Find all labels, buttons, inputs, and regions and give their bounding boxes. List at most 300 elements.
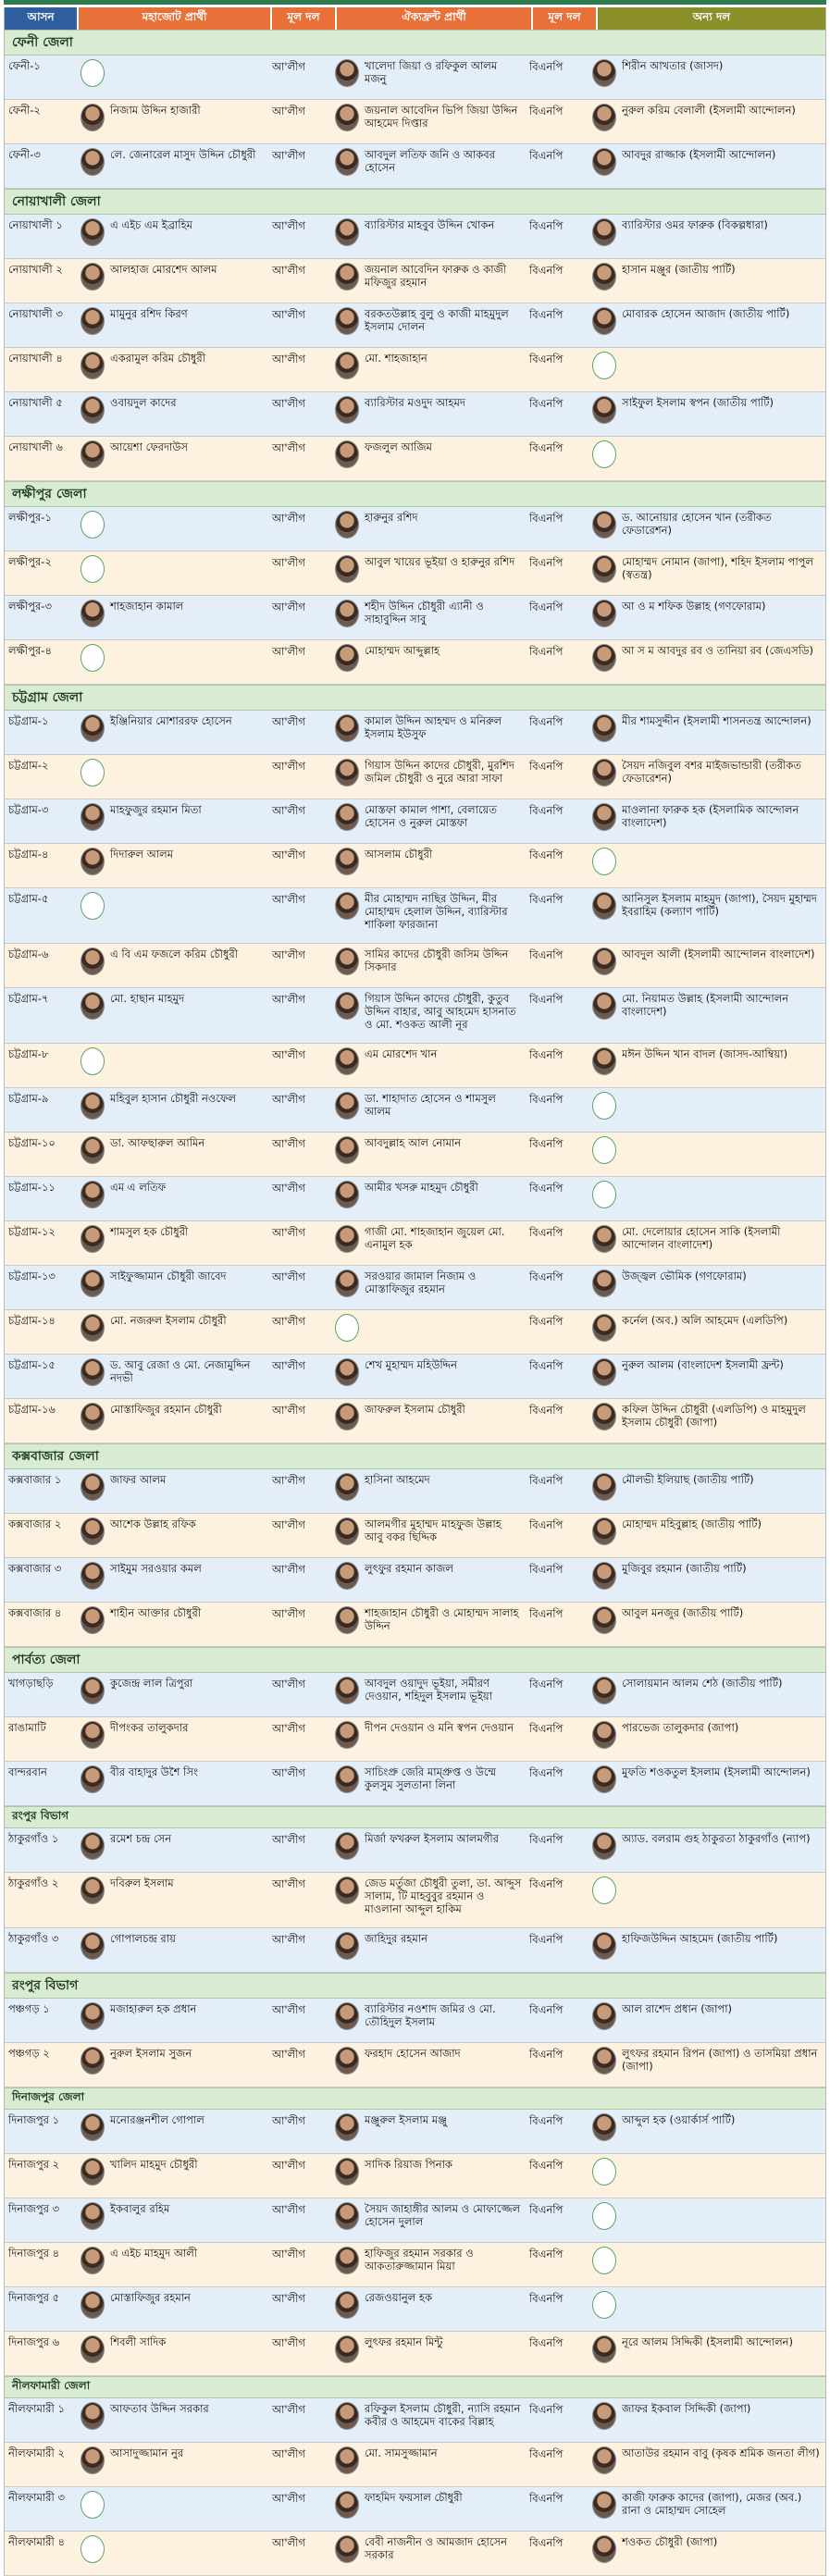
other-party-cell (588, 1221, 825, 1265)
candidate-name: ওবায়দুল কাদের (110, 396, 177, 409)
candidate-photo (81, 1473, 105, 1501)
candidate-photo (335, 2535, 359, 2563)
mohajot-candidate-cell (77, 2154, 268, 2198)
oikkofront-candidate-cell (331, 1221, 526, 1265)
candidate-name: জাফরুল ইসলাম চৌধুরী (365, 1403, 465, 1416)
seat-cell: চট্টগ্রাম-২ (8, 759, 49, 772)
candidate-name: সৈয়দ জাহাঙ্গীর আলম ও মোফাজ্জেল হোসেন দুলাল (365, 2202, 521, 2228)
candidate-photo (335, 148, 359, 176)
oikkofront-candidate-cell (331, 259, 526, 303)
party-cell-2: বিএনপি (529, 149, 564, 162)
seat-cell: নোয়াখালী ২ (8, 263, 63, 276)
candidate-photo (335, 104, 359, 131)
candidate-name: শেখ মুহাম্মদ মহিউদ্দিন (365, 1358, 458, 1371)
candidate-name: এম মোরশেদ খান (365, 1047, 438, 1060)
oikkofront-candidate-cell (331, 56, 526, 99)
mohajot-candidate-cell (77, 1999, 268, 2042)
candidate-photo (592, 1473, 616, 1501)
candidate-name: রমেশ চন্দ্র সেন (110, 1832, 172, 1845)
candidate-photo (335, 759, 359, 786)
candidate-name: এ এইচ এম ইব্রাহিম (110, 218, 192, 231)
candidate-name: মোবারক হোসেন আজাদ (জাতীয় পার্টি) (622, 307, 790, 320)
party-cell: আ'লীগ (272, 2159, 305, 2172)
candidate-name: কুজেন্দ্র লাল ত্রিপুরা (110, 1677, 193, 1690)
party-cell-2: বিএনপি (529, 219, 564, 232)
candidate-name: এ এইচ মাহমুদ আলী (110, 2247, 198, 2260)
table-row (5, 1603, 825, 1647)
mohajot-candidate-cell (77, 1828, 268, 1872)
candidate-photo (81, 992, 105, 1020)
mohajot-candidate-cell (77, 2487, 268, 2531)
other-party-cell (588, 2398, 825, 2442)
candidate-name: সাইফুজ্জামান চৌধুরী জাবেদ (110, 1269, 227, 1282)
party-cell: আ'লীগ (272, 2336, 305, 2349)
party-cell-2: বিএনপি (529, 1933, 564, 1946)
candidate-photo (335, 1358, 359, 1386)
mohajot-candidate-cell (77, 551, 268, 595)
candidate-photo (81, 2202, 105, 2230)
candidate-name: ড. আবু রেজা ও মো. নেজামুদ্দিন নদভী (110, 1358, 251, 1384)
candidate-photo (592, 440, 616, 468)
candidate-photo (335, 2158, 359, 2186)
candidate-name: এ বি এম ফজলে করিম চৌধুরী (110, 947, 239, 960)
candidate-name: ইকবালুর রহিম (110, 2202, 170, 2215)
candidate-photo (81, 1225, 105, 1253)
other-party-cell (588, 944, 825, 987)
party-cell-2: বিএনপি (529, 2336, 564, 2349)
oikkofront-candidate-cell (331, 944, 526, 987)
candidate-name: মো. নজরুল ইসলাম চৌধুরী (110, 1314, 227, 1327)
mohajot-candidate-cell (77, 988, 268, 1043)
party-cell-2: বিএনপি (529, 512, 564, 525)
oikkofront-candidate-cell (331, 2243, 526, 2286)
candidate-photo (592, 1677, 616, 1704)
oikkofront-candidate-cell (331, 2043, 526, 2087)
candidate-photo (81, 2113, 105, 2141)
oikkofront-candidate-cell (331, 1673, 526, 1716)
party-cell-2: বিএনপি (529, 2536, 564, 2549)
candidate-photo (335, 2113, 359, 2141)
other-party-cell (588, 1999, 825, 2042)
table-row (5, 392, 825, 437)
seat-cell: চট্টগ্রাম-১০ (8, 1136, 56, 1149)
party-cell: আ'লীগ (272, 993, 305, 1006)
party-cell-2: বিএনপি (529, 893, 564, 906)
other-party-cell (588, 215, 825, 258)
party-cell-2: বিএনপি (529, 2492, 564, 2505)
candidate-photo (335, 848, 359, 875)
table-row (5, 1717, 825, 1762)
party-cell-2: বিএনপি (529, 1877, 564, 1890)
candidate-name: কামাল উদ্দিন আহম্মদ ও মনিরুল ইসলাম ইউসুফ (365, 714, 502, 740)
party-cell: আ'লীগ (272, 1226, 305, 1239)
candidate-name: কফিল উদ্দিন চৌধুরী (এলডিপি) ও মাহমুদুল ইসলাম চৌধুরী (জাপা) (622, 1403, 806, 1429)
table-row (5, 799, 825, 844)
seat-cell: কক্সবাজার ১ (8, 1473, 62, 1486)
oikkofront-candidate-cell (331, 2443, 526, 2486)
table-row (5, 2043, 825, 2087)
other-party-cell (588, 100, 825, 143)
oikkofront-candidate-cell (331, 1044, 526, 1087)
party-cell: আ'লীগ (272, 645, 305, 658)
other-party-cell (588, 56, 825, 99)
seat-cell: ঠাকুরগাঁও ২ (8, 1876, 59, 1889)
candidate-name: রেজওয়ানুল হক (365, 2291, 433, 2304)
candidate-photo (81, 396, 105, 424)
party-cell: আ'লীগ (272, 264, 305, 277)
candidate-photo (592, 218, 616, 246)
header-oikkofront-candidate: ঐক্যফ্রন্ট প্রার্থী (337, 7, 533, 30)
mohajot-candidate-cell (77, 1673, 268, 1716)
oikkofront-candidate-cell (331, 640, 526, 684)
oikkofront-candidate-cell (331, 1999, 526, 2042)
candidate-name: সাইমুম সরওয়ার কমল (110, 1562, 202, 1575)
candidate-name: হারুনুর রশিদ (365, 511, 418, 524)
party-cell: আ'লীগ (272, 2536, 305, 2549)
other-party-cell (588, 711, 825, 754)
candidate-photo (81, 1092, 105, 1120)
candidate-name: গিয়াস উদ্দিন কাদের চৌধুরী, মুরশিদ জমিল চৌধুরী ও নুরে আরা সাফা (365, 759, 514, 785)
table-row (5, 303, 825, 348)
mohajot-candidate-cell (77, 2287, 268, 2331)
candidate-name: আবুল মনজুর (জাতীয় পার্টি) (622, 1606, 744, 1619)
district-title: নীলফামারী জেলা (5, 2376, 825, 2398)
party-cell: আ'লীগ (272, 1766, 305, 1779)
table-row (5, 2198, 825, 2243)
candidate-photo (81, 2247, 105, 2274)
candidate-name: সাইফুল ইসলাম স্বপন (জাতীয় পার্টি) (622, 396, 774, 409)
party-cell-2: বিএনপি (529, 1833, 564, 1846)
party-cell-2: বিএনপি (529, 948, 564, 961)
oikkofront-candidate-cell (331, 1266, 526, 1309)
mohajot-candidate-cell (77, 259, 268, 303)
candidate-photo (335, 1765, 359, 1793)
candidate-photo (81, 2291, 105, 2319)
candidate-photo (592, 2291, 616, 2319)
oikkofront-candidate-cell (331, 144, 526, 188)
candidate-photo (592, 1358, 616, 1386)
oikkofront-candidate-cell (331, 1603, 526, 1646)
candidate-photo (592, 1562, 616, 1590)
seat-cell: লক্ষীপুর-৪ (8, 644, 52, 657)
party-cell: আ'লীগ (272, 149, 305, 162)
oikkofront-candidate-cell (331, 303, 526, 347)
candidate-photo (81, 1606, 105, 1634)
candidate-name: মোহাম্মদ আব্দুল্লাহ (365, 644, 440, 657)
oikkofront-candidate-cell (331, 2398, 526, 2442)
oikkofront-candidate-cell (331, 2532, 526, 2575)
oikkofront-candidate-cell (331, 2154, 526, 2198)
other-party-cell (588, 2043, 825, 2087)
seat-cell: খাগড়াছড়ি (8, 1677, 54, 1690)
party-cell-2: বিএনপি (529, 1137, 564, 1150)
candidate-photo (592, 1932, 616, 1960)
candidate-name: মোহাম্মদ নোমান (জাপা), শহিদ ইসলাম পাপুল (স্বতন্ত্র) (622, 555, 814, 581)
candidate-name: নুরুল আলম (বাংলাদেশ ইসলামী ফ্রন্ট) (622, 1358, 784, 1371)
table-row (5, 1044, 825, 1088)
seat-cell: চট্টগ্রাম-৯ (8, 1092, 49, 1105)
candidate-photo (335, 892, 359, 920)
candidate-name: দীপন দেওয়ান ও মনি স্বপন দেওয়ান (365, 1721, 514, 1734)
party-cell-2: বিএনপি (529, 556, 564, 569)
candidate-name: জয়নাল আবেদিন ফারুক ও কাজী মফিজুর রহমান (365, 263, 507, 289)
other-party-cell (588, 2110, 825, 2153)
oikkofront-candidate-cell (331, 1399, 526, 1443)
candidate-name: রফিকুল ইসলাম চৌধুরী, ন্যাসি রহমান কবীর ও আহমেদ বাকের বিল্লাহ (365, 2402, 521, 2428)
candidate-name: একরামুল করিম চৌধুরী (110, 352, 205, 365)
candidate-name: পারভেজ তালুকদার (জাপা) (622, 1721, 739, 1734)
seat-cell: দিনাজপুর ৩ (8, 2202, 60, 2215)
mohajot-candidate-cell (77, 844, 268, 887)
other-party-cell (588, 1399, 825, 1443)
candidate-name: মামুনুর রশিদ কিরণ (110, 307, 188, 320)
party-cell-2: বিএনপি (529, 397, 564, 410)
seat-cell: লক্ষীপুর-১ (8, 511, 52, 524)
party-cell: আ'লীগ (272, 1315, 305, 1328)
candidate-photo (592, 2446, 616, 2474)
table-row (5, 437, 825, 481)
table-row (5, 1928, 825, 1973)
header-other-party: অন্য দল (598, 7, 825, 30)
party-cell-2: বিএনপি (529, 353, 564, 365)
candidate-photo (592, 759, 616, 786)
candidate-photo (81, 555, 105, 583)
oikkofront-candidate-cell (331, 844, 526, 887)
candidate-photo (335, 1181, 359, 1208)
oikkofront-candidate-cell (331, 1310, 526, 1354)
candidate-photo (592, 803, 616, 831)
candidate-photo (592, 1136, 616, 1164)
oikkofront-candidate-cell (331, 888, 526, 943)
candidate-photo (592, 2402, 616, 2430)
table-row (5, 2532, 825, 2576)
candidate-name: দিদারুল আলম (110, 848, 174, 861)
header-party: মূল দল (272, 7, 337, 30)
other-party-cell (588, 1928, 825, 1972)
oikkofront-candidate-cell (331, 1762, 526, 1805)
candidate-name: মজাহারুল হক প্রধান (110, 2002, 197, 2015)
other-party-cell (588, 1673, 825, 1716)
oikkofront-candidate-cell (331, 596, 526, 639)
candidate-name: মির্জা ফখরুল ইসলাম আলমগীর (365, 1832, 500, 1845)
district-title: নোয়াখালী জেলা (5, 189, 825, 215)
district-title: রংপুর বিভাগ (5, 1973, 825, 1999)
seat-cell: চট্টগ্রাম-১৩ (8, 1269, 56, 1282)
candidate-photo (592, 1047, 616, 1075)
mohajot-candidate-cell (77, 437, 268, 480)
table-row (5, 1828, 825, 1873)
table-row (5, 507, 825, 551)
oikkofront-candidate-cell (331, 711, 526, 754)
oikkofront-candidate-cell (331, 2332, 526, 2375)
candidate-photo (81, 2047, 105, 2074)
mohajot-candidate-cell (77, 596, 268, 639)
candidate-photo (335, 396, 359, 424)
table-row (5, 1673, 825, 1717)
other-party-cell (588, 1088, 825, 1132)
candidate-photo (335, 803, 359, 831)
candidate-photo (335, 992, 359, 1020)
candidate-name: আবদুর রাজ্জাক (ইসলামী আন্দোলন) (622, 148, 776, 161)
candidate-photo (81, 1517, 105, 1545)
party-cell: আ'লীগ (272, 512, 305, 525)
candidate-name: আ ও ম শফিক উল্লাহ (গণফোরাম) (622, 600, 766, 613)
table-row (5, 1399, 825, 1443)
table-row (5, 1266, 825, 1310)
candidate-name: মৌলভী ইলিয়াছ (জাতীয় পার্টি) (622, 1473, 754, 1486)
other-party-cell (588, 640, 825, 684)
table-row (5, 56, 825, 100)
candidate-photo (592, 992, 616, 1020)
seat-cell: নীলফামারী ৪ (8, 2535, 65, 2548)
seat-cell: চট্টগ্রাম-১৬ (8, 1403, 56, 1416)
other-party-cell (588, 2154, 825, 2198)
candidate-photo (335, 2247, 359, 2274)
candidate-photo (335, 2402, 359, 2430)
candidate-name: সাদিক রিয়াজ পিনাক (365, 2158, 452, 2171)
candidate-photo (592, 2535, 616, 2563)
candidate-name: আতাউর রহমান বাবু (কৃষক শ্রমিক জনতা লীগ) (622, 2446, 820, 2459)
candidate-photo (81, 600, 105, 627)
candidate-name: বীর বাহাদুর উশৈ সিং (110, 1765, 198, 1778)
candidate-photo (592, 892, 616, 920)
candidate-photo (335, 1225, 359, 1253)
candidate-photo (335, 1876, 359, 1904)
candidate-photo (592, 848, 616, 875)
candidate-photo (335, 1136, 359, 1164)
seat-cell: দিনাজপুর ৫ (8, 2291, 60, 2304)
candidate-photo (592, 714, 616, 742)
district-title: দিনাজপুর জেলা (5, 2087, 825, 2110)
party-cell-2: বিএনপি (529, 804, 564, 817)
table-row (5, 596, 825, 640)
candidate-photo (335, 1517, 359, 1545)
other-party-cell (588, 348, 825, 391)
candidate-photo (81, 511, 105, 539)
candidate-name: হাফিজুর রহমান সরকার ও আকতারুজ্জামান মিয়া (365, 2247, 474, 2273)
other-party-cell (588, 2287, 825, 2331)
seat-cell: চট্টগ্রাম-৮ (8, 1047, 49, 1060)
candidate-name: আবদুল ওয়াদুদ ভূইয়া, সমীরণ দেওয়ান, শহিদুল ইসলাম ভূইয়া (365, 1677, 493, 1703)
candidate-photo (335, 1403, 359, 1430)
candidate-photo (335, 2002, 359, 2030)
candidate-name: আল রাশেদ প্রধান (জাপা) (622, 2002, 733, 2015)
oikkofront-candidate-cell (331, 1133, 526, 1176)
candidate-name: ফাহমিদ ফয়সাল চৌধুরী (365, 2491, 463, 2504)
candidate-photo (592, 1832, 616, 1860)
mohajot-candidate-cell (77, 215, 268, 258)
mohajot-candidate-cell (77, 1469, 268, 1513)
mohajot-candidate-cell (77, 1044, 268, 1087)
seat-cell: পঞ্চগড় ২ (8, 2047, 50, 2060)
candidate-photo (81, 104, 105, 131)
party-cell-2: বিএনপি (529, 993, 564, 1006)
candidate-photo (592, 1181, 616, 1208)
other-party-cell (588, 2487, 825, 2531)
candidate-name: মোস্তফা কামাল পাশা, বেলায়েত হোসেন ও নুরুল মোস্তফা (365, 803, 497, 829)
mohajot-candidate-cell (77, 1558, 268, 1602)
other-party-cell (588, 1873, 825, 1927)
table-row (5, 1558, 825, 1603)
candidate-photo (592, 104, 616, 131)
candidate-photo (81, 2402, 105, 2430)
seat-cell: নীলফামারী ১ (8, 2402, 65, 2415)
party-cell: আ'লীগ (272, 1833, 305, 1846)
party-cell-2: বিএনপি (529, 2048, 564, 2061)
mohajot-candidate-cell (77, 1133, 268, 1176)
candidate-name: শিরীন আখতার (জাসদ) (622, 59, 724, 72)
table-row (5, 1177, 825, 1221)
candidate-name: দীপংকর তালুকদার (110, 1721, 189, 1734)
mohajot-candidate-cell (77, 1873, 268, 1927)
candidate-name: নূরে আলম সিদ্দিকী (ইসলামী আন্দোলন) (622, 2335, 793, 2348)
candidate-photo (81, 2491, 105, 2519)
header-party-2: মূল দল (533, 7, 598, 30)
candidate-name: মো. শাহজাহান (365, 352, 427, 365)
candidate-photo (335, 1473, 359, 1501)
candidate-name: নিজাম উদ্দিন হাজারী (110, 104, 201, 117)
candidate-name: সরওয়ার জামাল নিজাম ও মোস্তাফিজুর রহমান (365, 1269, 477, 1295)
party-cell-2: বিএনপি (529, 601, 564, 613)
table-row (5, 1514, 825, 1558)
mohajot-candidate-cell (77, 1221, 268, 1265)
candidate-photo (335, 1932, 359, 1960)
oikkofront-candidate-cell (331, 1717, 526, 1761)
other-party-cell (588, 1133, 825, 1176)
candidate-name: ফজলুল আজিম (365, 440, 432, 453)
seat-cell: ফেনী-১ (8, 59, 41, 72)
oikkofront-candidate-cell (331, 799, 526, 843)
oikkofront-candidate-cell (331, 1088, 526, 1132)
candidate-name: উজ্জ্বল ভৌমিক (গণফোরাম) (622, 1269, 747, 1282)
seat-cell: দিনাজপুর ১ (8, 2113, 60, 2126)
oikkofront-candidate-cell (331, 1514, 526, 1557)
mohajot-candidate-cell (77, 2243, 268, 2286)
other-party-cell (588, 596, 825, 639)
party-cell-2: বিএনপি (529, 2159, 564, 2172)
candidate-photo (592, 2158, 616, 2186)
oikkofront-candidate-cell (331, 1469, 526, 1513)
candidate-photo (592, 352, 616, 379)
party-cell-2: বিএনপি (529, 105, 564, 118)
other-party-cell (588, 437, 825, 480)
seat-cell: চট্টগ্রাম-১১ (8, 1181, 56, 1194)
table-header (5, 7, 825, 30)
mohajot-candidate-cell (77, 1928, 268, 1972)
table-row (5, 888, 825, 944)
candidate-photo (335, 2491, 359, 2519)
party-cell-2: বিএনপি (529, 2203, 564, 2216)
candidate-name: মুফতি শওকতুল ইসলাম (ইসলামী আন্দোলন) (622, 1765, 811, 1778)
candidate-name: মুজিবুর রহমান (জাতীয় পার্টি) (622, 1562, 747, 1575)
candidate-name: নুরুল ইসলাম সুজন (110, 2047, 192, 2060)
party-cell-2: বিএনপি (529, 1315, 564, 1328)
candidate-photo (592, 947, 616, 975)
candidate-name: ডা. শাহাদাত হোসেন ও শামসুল আলম (365, 1092, 496, 1118)
seat-cell: নোয়াখালী ৪ (8, 352, 63, 365)
candidate-table (4, 7, 826, 2576)
candidate-photo (592, 1403, 616, 1430)
candidate-name: জাহিদুর রহমান (365, 1932, 427, 1945)
candidate-photo (335, 600, 359, 627)
party-cell: আ'লীগ (272, 2248, 305, 2260)
seat-cell: চট্টগ্রাম-৩ (8, 803, 49, 816)
candidate-name: খালিদ মাহমুদ চৌধুরী (110, 2158, 198, 2171)
candidate-photo (592, 2202, 616, 2230)
oikkofront-candidate-cell (331, 100, 526, 143)
seat-cell: নোয়াখালী ৩ (8, 307, 63, 320)
candidate-name: সাচিংপ্রু জেরি মাম্প্রুপ্ত ও উম্মে কুলসুম সুলতানা লিনা (365, 1765, 497, 1791)
